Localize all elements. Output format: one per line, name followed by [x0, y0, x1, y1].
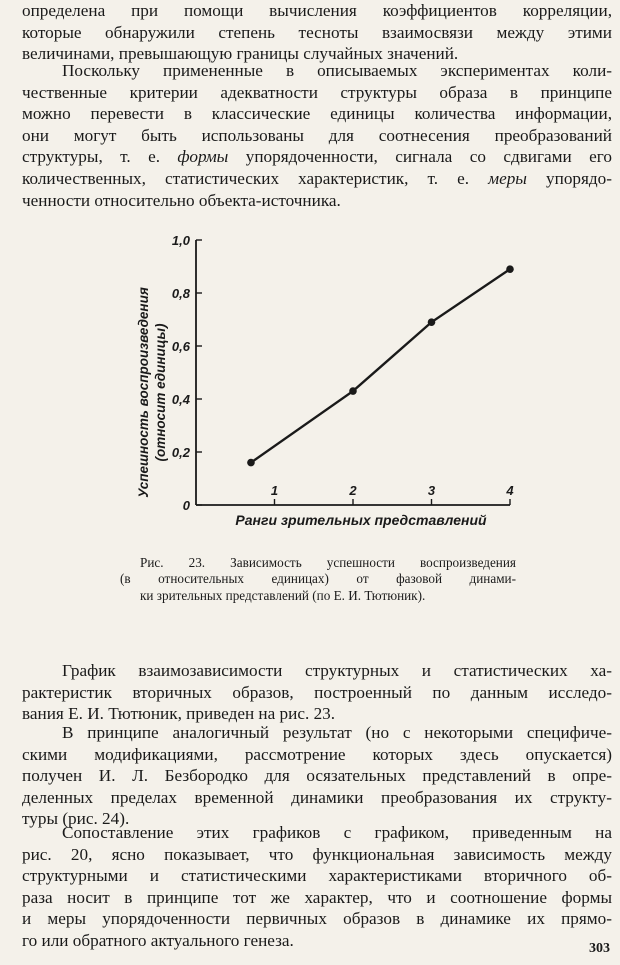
- text-line: [22, 146, 612, 168]
- text-line: скими модификациями, рассмотрение которых здесь опускается): [22, 744, 612, 764]
- x-tick-label: 4: [506, 483, 514, 498]
- caption-line: ки зрительных представлений (по Е. И. Тютюник).: [140, 587, 426, 603]
- y-tick-label: 0,4: [171, 392, 190, 407]
- y-axis-label: Успешность воспроизведения: [136, 287, 151, 498]
- paragraph-2: [22, 660, 612, 725]
- x-tick-label: 3: [427, 483, 436, 498]
- text-fragment: упорядо-: [526, 168, 612, 188]
- y-tick-label: 1,0: [171, 233, 190, 248]
- text-line: можно перевести в классические единицы количества информации,: [22, 104, 612, 124]
- y-axis-label-units: (относит единицы): [153, 323, 168, 462]
- text-line: рактеристик вторичных образов, построенный по данным исследо-: [22, 682, 612, 702]
- data-point: [349, 387, 357, 395]
- text-line: вания Е. И. Тютюник, приведен на рис. 23.: [22, 704, 336, 724]
- top-paragraph: [22, 0, 612, 65]
- x-axis-label: Ранги зрительных представлений: [235, 512, 487, 528]
- text-line: В принципе аналогичный результат (но с некоторыми специфиче-: [62, 723, 612, 742]
- text-line: деленных пределах временной динамики преобразования их структу-: [22, 787, 612, 807]
- data-point: [247, 459, 255, 467]
- y-tick-label: 0: [182, 498, 190, 513]
- text-line: График взаимозависимости структурных и статистических ха-: [62, 661, 612, 680]
- x-tick-label: 2: [349, 483, 357, 498]
- y-tick-label: 0,6: [171, 339, 190, 354]
- italic-term-form: формы: [177, 147, 229, 167]
- caption-line: (в относительных единицах) от фазовой динами-: [120, 571, 516, 587]
- line-chart: [0, 222, 620, 552]
- text-line: туры (рис. 24).: [22, 809, 130, 829]
- text-line: получен И. Л. Безбородко для осязательных представлений в опре-: [22, 766, 612, 786]
- text-line: структурными и статистическими характеристиками вторичного об-: [22, 866, 612, 886]
- text-line: чественные критерии адекватности структуры образа в принципе: [22, 82, 612, 102]
- figure-caption: [120, 555, 516, 604]
- text-line: [22, 168, 612, 190]
- y-tick-label: 0,8: [171, 286, 190, 301]
- text-line: ченности относительно объекта-источника.: [22, 190, 341, 210]
- caption-line: Рис. 23. Зависимость успешности воспроизведения: [140, 555, 516, 570]
- text-line: величинами, превышающую границы случайных значений.: [22, 44, 459, 64]
- text-line: Сопоставление этих графиков с графиком, приведенным на: [62, 823, 612, 842]
- series-line: [251, 269, 510, 462]
- text-line: рис. 20, ясно показывает, что функциональная зависимость между: [22, 844, 612, 864]
- data-point: [506, 265, 514, 273]
- text-line: определена при помощи вычисления коэффициентов корреляции,: [22, 1, 612, 20]
- data-point: [428, 318, 436, 326]
- text-fragment: структуры, т. е.: [22, 147, 178, 167]
- text-line: Поскольку примененные в описываемых экспериментах коли-: [62, 61, 612, 80]
- italic-term-measure: меры: [488, 168, 527, 188]
- text-fragment: количественных, статистических характеристик, т. е.: [22, 168, 489, 188]
- text-line: они могут быть использованы для соотнесения преобразований: [22, 125, 612, 145]
- page-number: 303: [589, 941, 610, 956]
- text-line: го или обратного актуального генеза.: [22, 930, 294, 950]
- paragraph-3: [22, 722, 612, 830]
- text-line: которые обнаружили степень тесноты взаимосвязи между этими: [22, 22, 612, 42]
- text-fragment: упорядоченности, сигнала со сдвигами его: [228, 147, 612, 167]
- paragraph-4: [22, 822, 612, 952]
- figure-23: [0, 222, 620, 552]
- text-line: и меры упорядоченности первичных образов в динамике их прямо-: [22, 909, 612, 929]
- paragraph-1: [22, 60, 612, 211]
- y-tick-label: 0,2: [171, 445, 190, 460]
- text-line: раза носит в принципе тот же характер, что и соотношение формы: [22, 887, 612, 907]
- x-tick-label: 1: [270, 483, 279, 498]
